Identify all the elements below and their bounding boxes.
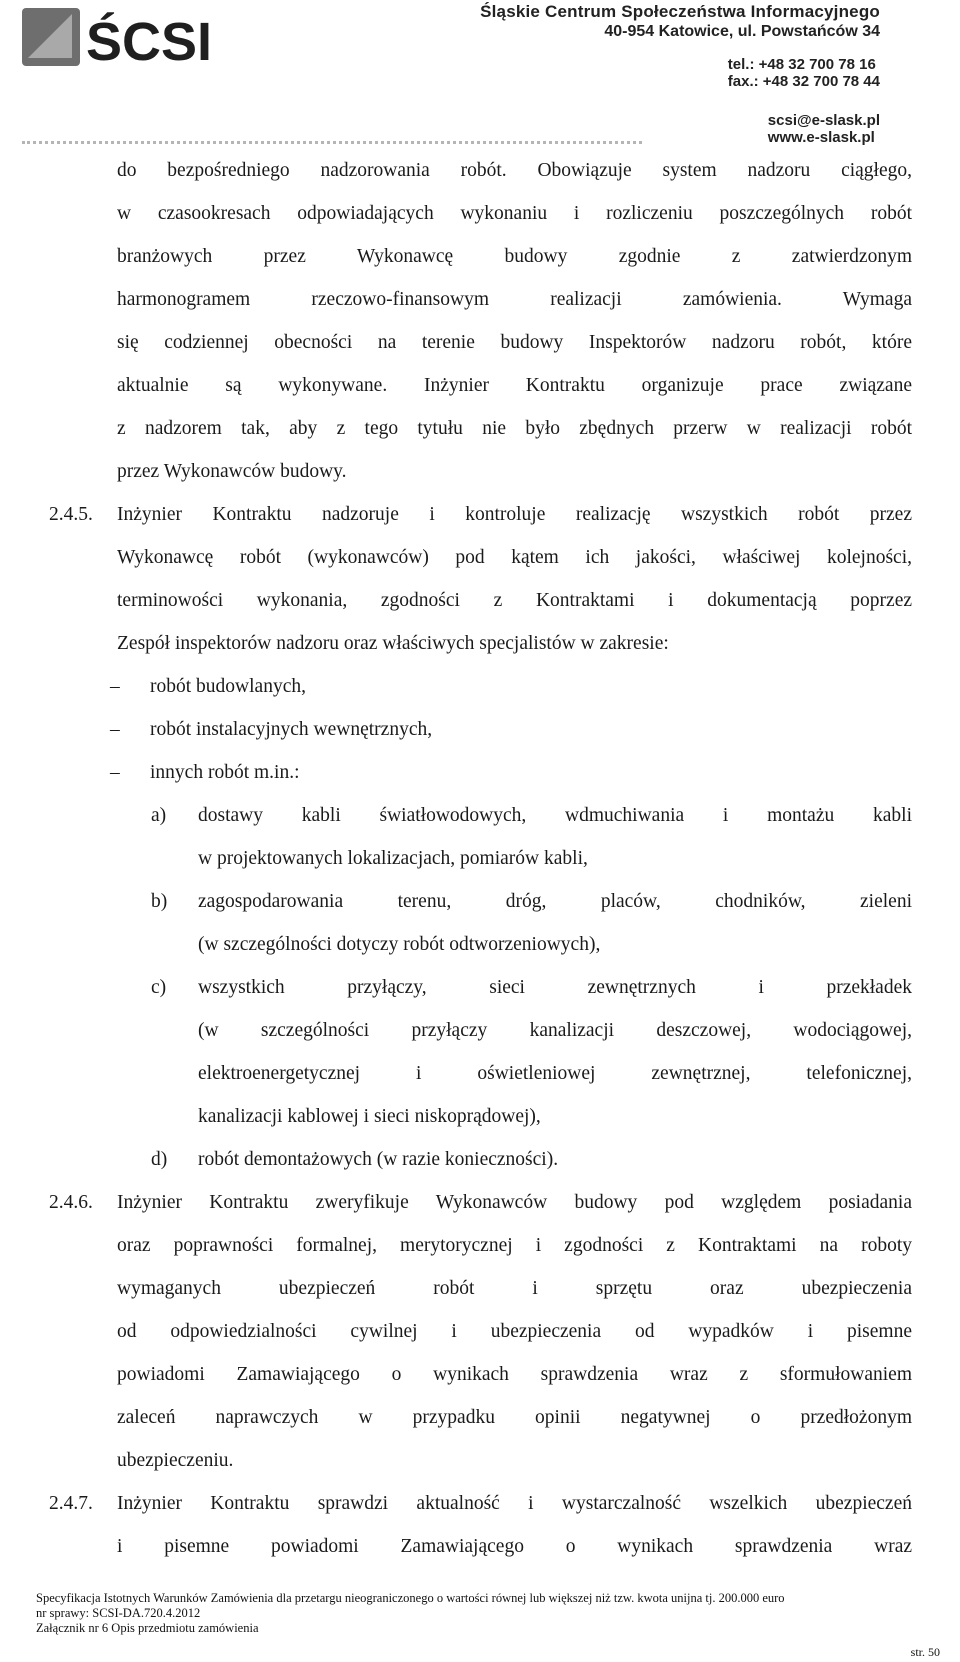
paragraph-line: terminowości wykonania, zgodności z Kontraktami i dokumentacją poprzez bbox=[117, 590, 912, 611]
list-item-line: zagospodarowania terenu, dróg, placów, chodników, zieleni bbox=[198, 891, 912, 912]
list-item-line: (w szczególności przyłączy kanalizacji deszczowej, wodociągowej, bbox=[198, 1020, 912, 1041]
organization-block bbox=[480, 2, 880, 41]
letterhead bbox=[0, 0, 960, 150]
telephone: tel.: +48 32 700 78 16 bbox=[727, 56, 876, 73]
list-item-line: dostawy kabli światłowodowych, wdmuchiwania i montażu kabli bbox=[198, 805, 912, 826]
organization-address: 40-954 Katowice, ul. Powstańców 34 bbox=[604, 23, 880, 40]
paragraph-line: powiadomi Zamawiającego o wynikach sprawdzenia wraz z sformułowaniem bbox=[117, 1364, 912, 1385]
scsi-logo-graphic bbox=[22, 8, 252, 68]
list-dash: – bbox=[110, 676, 120, 697]
organization-name: Śląskie Centrum Społeczeństwa Informacyjnego bbox=[480, 2, 880, 21]
paragraph-line: z nadzorem tak, aby z tego tytułu nie było zbędnych przerw w realizacji robót bbox=[117, 418, 912, 439]
list-item: robót budowlanych, bbox=[150, 676, 306, 697]
paragraph-line: harmonogramem rzeczowo-finansowym realizacji zamówienia. Wymaga bbox=[117, 289, 912, 310]
email: scsi@e-slask.pl bbox=[767, 112, 880, 129]
paragraph-line: Zespół inspektorów nadzoru oraz właściwych specjalistów w zakresie: bbox=[117, 633, 669, 654]
list-item-line: w projektowanych lokalizacjach, pomiarów kabli, bbox=[198, 848, 588, 869]
list-item: innych robót m.in.: bbox=[150, 762, 300, 783]
paragraph-line: się codziennej obecności na terenie budowy Inspektorów nadzoru robót, które bbox=[117, 332, 912, 353]
paragraph-line: i pisemne powiadomi Zamawiającego o wynikach sprawdzenia wraz bbox=[117, 1536, 912, 1557]
footer-case-number: nr sprawy: SCSI-DA.720.4.2012 bbox=[36, 1606, 201, 1620]
scsi-logo bbox=[22, 8, 252, 68]
paragraph-line: do bezpośredniego nadzorowania robót. Obowiązuje system nadzoru ciągłego, bbox=[117, 160, 912, 181]
paragraph-line: Inżynier Kontraktu nadzoruje i kontroluje realizację wszystkich robót przez bbox=[117, 504, 912, 525]
list-item: robót instalacyjnych wewnętrznych, bbox=[150, 719, 433, 740]
paragraph-line: branżowych przez Wykonawcę budowy zgodnie z zatwierdzonym bbox=[117, 246, 912, 267]
paragraph-line: wymaganych ubezpieczeń robót i sprzętu oraz ubezpieczenia bbox=[117, 1278, 912, 1299]
paragraph-line: ubezpieczeniu. bbox=[117, 1450, 234, 1471]
list-letter: c) bbox=[151, 977, 167, 998]
list-letter: b) bbox=[151, 891, 168, 912]
section-number: 2.4.5. bbox=[49, 504, 93, 525]
header-divider bbox=[22, 141, 642, 144]
paragraph-line: od odpowiedzialności cywilnej i ubezpieczenia od wypadków i pisemne bbox=[117, 1321, 912, 1342]
list-item-line: elektroenergetycznej i oświetleniowej zewnętrznej, telefonicznej, bbox=[198, 1063, 912, 1084]
paragraph-line: Inżynier Kontraktu zweryfikuje Wykonawców budowy pod względem posiadania bbox=[117, 1192, 912, 1213]
paragraph-line: w czasookresach odpowiadających wykonaniu i rozliczeniu poszczególnych robót bbox=[117, 203, 912, 224]
fax: fax.: +48 32 700 78 44 bbox=[727, 73, 880, 90]
list-item-line: (w szczególności dotyczy robót odtworzeniowych), bbox=[198, 934, 601, 955]
list-dash: – bbox=[110, 719, 120, 740]
footer-spec-title: Specyfikacja Istotnych Warunków Zamówienia dla przetargu nieograniczonego o wartości równej lub większej niż tzw. kwota unijna tj. 200.000 euro bbox=[36, 1591, 785, 1605]
paragraph-line: Wykonawcę robót (wykonawców) pod kątem ich jakości, właściwej kolejności, bbox=[117, 547, 912, 568]
list-item-line: robót demontażowych (w razie konieczności). bbox=[198, 1149, 559, 1170]
page-number: str. 50 bbox=[910, 1645, 940, 1659]
paragraph-line: przez Wykonawców budowy. bbox=[117, 461, 347, 482]
list-letter: a) bbox=[151, 805, 167, 826]
section-number: 2.4.7. bbox=[49, 1493, 93, 1514]
page-footer bbox=[36, 1591, 785, 1636]
svg-text:ŚCSI: ŚCSI bbox=[86, 12, 213, 68]
list-dash: – bbox=[110, 762, 120, 783]
footer-attachment: Załącznik nr 6 Opis przedmiotu zamówienia bbox=[36, 1621, 259, 1635]
website: www.e-slask.pl bbox=[767, 129, 875, 146]
paragraph-line: oraz poprawności formalnej, merytorycznej i zgodności z Kontraktami na roboty bbox=[117, 1235, 912, 1256]
list-letter: d) bbox=[151, 1149, 168, 1170]
list-item-line: wszystkich przyłączy, sieci zewnętrznych i przekładek bbox=[198, 977, 912, 998]
paragraph-line: Inżynier Kontraktu sprawdzi aktualność i wystarczalność wszelkich ubezpieczeń bbox=[117, 1493, 912, 1514]
web-block bbox=[768, 112, 880, 146]
paragraph-line: aktualnie są wykonywane. Inżynier Kontraktu organizuje prace związane bbox=[117, 375, 912, 396]
paragraph-line: zaleceń naprawczych w przypadku opinii negatywnej o przedłożonym bbox=[117, 1407, 912, 1428]
list-item-line: kanalizacji kablowej i sieci niskoprądowej), bbox=[198, 1106, 541, 1127]
phone-block bbox=[728, 56, 880, 90]
section-number: 2.4.6. bbox=[49, 1192, 93, 1213]
